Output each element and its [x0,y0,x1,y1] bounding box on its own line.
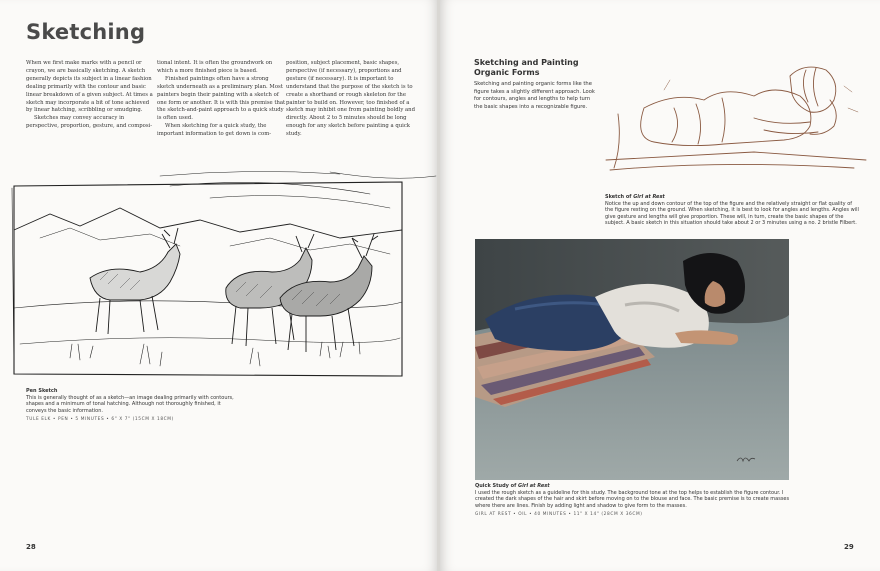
paragraph: When we first make marks with a pencil or crayon, we are basically sketching. A sketch generally depicts its subject in a linear fashion dealing primarily with the contour and basic linear breakdown of a given subject. At times a sketch may incorporate a bit of tone achieved by linear hatching, scribbling or smudging. [26,60,153,114]
paragraph: When sketching for a quick study, the important information to get down is com- [157,123,272,138]
caption-text: This is generally thought of as a sketch—an image dealing primarily with contours, shapes and a minimum of tonal hatching. Although not thoroughly finished, it conveys the basic information. [26,394,234,414]
oil-painting-girl-image [475,239,789,480]
caption-spec: GIRL AT REST • OIL • 40 MINUTES • 11" X 14" (28CM X 36CM) [475,512,643,518]
sepia-sketch-girl-image [604,56,870,186]
caption-heading: Quick Study of Girl at Rest [475,483,550,489]
paragraph: tional intent. It is often the groundwork on which a more finished piece is based. [157,60,273,74]
body-column-3 [286,60,416,139]
pen-sketch-caption [26,388,236,424]
painting-caption [475,483,793,519]
section-heading: Sketching and Painting Organic Forms [474,58,579,77]
caption-heading: Pen Sketch [26,388,58,394]
caption-spec: TULE ELK • PEN • 5 MINUTES • 6" X 7" (15CM X 18CM) [26,417,174,423]
caption-heading: Sketch of Girl at Rest [605,194,665,200]
caption-text: Notice the up and down contour of the top of the figure and the relatively straight or flat quality of the figure resting on the ground. When sketching, it is best to look for angles and lengths. Angles will give gesture and lengths will give proportion. These will, in turn, create the basic shapes of the subject. A basic sketch in this situation should take about 2 or 3 minutes using a no. 2 bristle Filbert. [605,200,859,227]
paragraph: Finished paintings often have a strong sketch underneath as a preliminary plan. Most painters begin their painting with a sketch of one form or another. It is with this premise that the sketch-and-paint approach to a quick study is often used. [157,75,286,122]
body-column-2 [157,60,287,139]
body-column-1 [26,60,156,131]
page-title: Sketching [26,20,146,44]
sketch-caption [605,194,860,227]
caption-text: I used the rough sketch as a guideline for this study. The background tone at the top helps to establish the figure contour. I created the dark shapes of the hair and skirt before moving on to the blouse and face. The basic premise is to create masses where there are lines. Finish by adding light and shadow to give form to the masses. [475,489,790,509]
page-number-right: 29 [844,543,854,551]
section-body-text: Sketching and painting organic forms like the figure takes a slightly different approach. Look for contours, angles and lengths to help turn the basic shapes into a recognizable figure. [474,81,595,110]
paragraph: Sketches may convey accuracy in perspective, proportion, gesture, and composi- [26,115,153,130]
paragraph: position, subject placement, basic shapes, perspective (if necessary), proportions and gesture (if necessary). It is important to understand that the purpose of the sketch is to create a shorthand or rough skeleton for the painter to build on. However, too finished of a sketch may inhibit one from painting boldly and directly. About 2 to 5 minutes should be long enough for any sketch before painting a quick study. [286,60,415,138]
left-page [0,0,438,571]
pen-sketch-elk-image [10,168,440,384]
page-number-left: 28 [26,543,36,551]
